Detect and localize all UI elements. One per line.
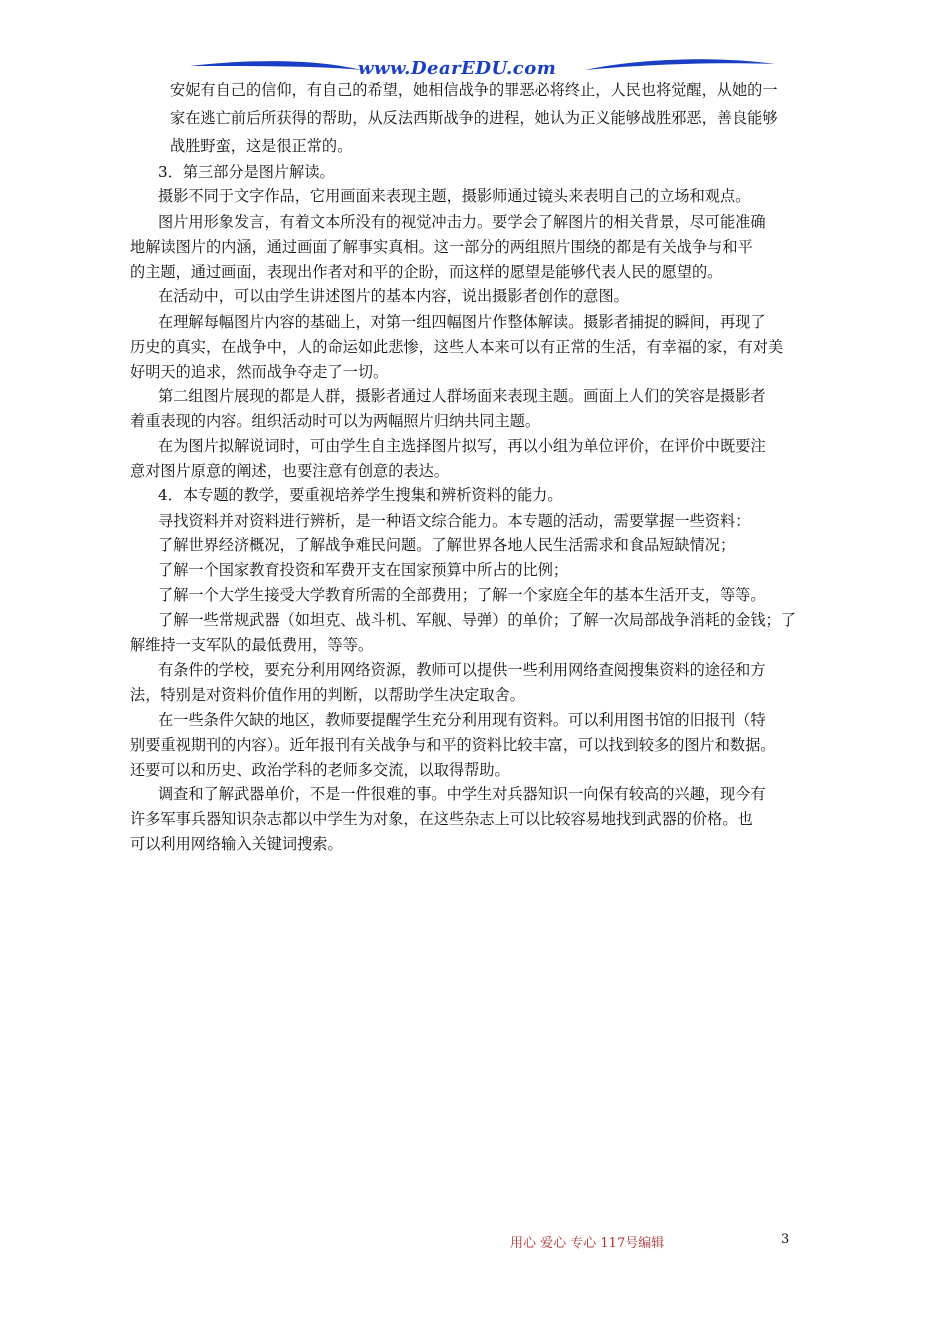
- text-line: 别要重视期刊的内容）。近年报刊有关战争与和平的资料比较丰富，可以找到较多的图片和数据。: [130, 736, 776, 754]
- text-line: 在活动中，可以由学生讲述图片的基本内容，说出摄影者创作的意图。: [158, 287, 629, 305]
- section-heading: 3．第三部分是图片解读。: [158, 163, 335, 181]
- text-line: 好明天的追求，然而战争夺走了一切。: [130, 363, 389, 381]
- text-line: 家在逃亡前后所获得的帮助，从反法西斯战争的进程，她认为正义能够战胜邪恶，善良能够: [170, 109, 778, 127]
- text-line: 摄影不同于文字作品，它用画面来表现主题，摄影师通过镜头来表明自己的立场和观点。: [158, 187, 751, 205]
- text-line: 的主题，通过画面，表现出作者对和平的企盼，而这样的愿望是能够代表人民的愿望的。: [130, 263, 723, 281]
- text-line: 战胜野蛮，这是很正常的。: [170, 137, 353, 155]
- page-number: 3: [781, 1232, 790, 1247]
- text-line: 了解一个大学生接受大学教育所需的全部费用；了解一个家庭全年的基本生活开支，等等。: [158, 586, 766, 604]
- text-line: 第二组图片展现的都是人群，摄影者通过人群场面来表现主题。画面上人们的笑容是摄影者: [158, 387, 766, 405]
- text-line: 了解世界经济概况，了解战争难民问题。了解世界各地人民生活需求和食品短缺情况；: [158, 536, 736, 554]
- text-line: 意对图片原意的阐述，也要注意有创意的表达。: [130, 462, 449, 480]
- section-heading: 4．本专题的教学，要重视培养学生搜集和辨析资料的能力。: [158, 486, 563, 504]
- text-line: 法，特别是对资料价值作用的判断，以帮助学生决定取舍。: [130, 686, 525, 704]
- text-line: 有条件的学校，要充分利用网络资源，教师可以提供一些利用网络查阅搜集资料的途径和方: [158, 661, 766, 679]
- text-line: 还要可以和历史、政治学科的老师多交流，以取得帮助。: [130, 761, 510, 779]
- text-line: 可以利用网络输入关键词搜索。: [130, 835, 343, 853]
- text-line: 安妮有自己的信仰，有自己的希望，她相信战争的罪恶必将终止，人民也将觉醒，从她的一: [170, 81, 778, 99]
- text-line: 在一些条件欠缺的地区，教师要提醒学生充分利用现有资料。可以利用图书馆的旧报刊（特: [158, 711, 766, 729]
- text-line: 图片用形象发言，有着文本所没有的视觉冲击力。要学会了解图片的相关背景，尽可能准确: [158, 213, 766, 231]
- text-line: 解维持一支军队的最低费用，等等。: [130, 636, 373, 654]
- text-line: 在为图片拟解说词时，可由学生自主选择图片拟写，再以小组为单位评价，在评价中既要注: [158, 437, 766, 455]
- text-line: 在理解每幅图片内容的基础上，对第一组四幅图片作整体解读。摄影者捕捉的瞬间，再现了: [158, 313, 766, 331]
- text-line: 地解读图片的内涵，通过画面了解事实真相。这一部分的两组照片围绕的都是有关战争与和平: [130, 238, 753, 256]
- text-line: 调查和了解武器单价，不是一件很难的事。中学生对兵器知识一向保有较高的兴趣，现今有: [158, 785, 766, 803]
- site-name: www.DearEDU.com: [358, 58, 557, 79]
- text-line: 寻找资料并对资料进行辨析，是一种语文综合能力。本专题的活动，需要掌握一些资料：: [158, 512, 751, 530]
- text-line: 了解一些常规武器（如坦克、战斗机、军舰、导弹）的单价；了解一次局部战争消耗的金钱；了: [158, 611, 796, 629]
- text-line: 了解一个国家教育投资和军费开支在国家预算中所占的比例；: [158, 561, 569, 579]
- text-line: 许多军事兵器知识杂志都以中学生为对象，在这些杂志上可以比较容易地找到武器的价格。也: [130, 810, 753, 828]
- text-line: 着重表现的内容。组织活动时可以为两幅照片归纳共同主题。: [130, 412, 541, 430]
- footer-slogan: 用心 爱心 专心 117号编辑: [510, 1236, 665, 1251]
- text-line: 历史的真实，在战争中，人的命运如此悲惨，这些人本来可以有正常的生活，有幸福的家，有对美: [130, 338, 784, 356]
